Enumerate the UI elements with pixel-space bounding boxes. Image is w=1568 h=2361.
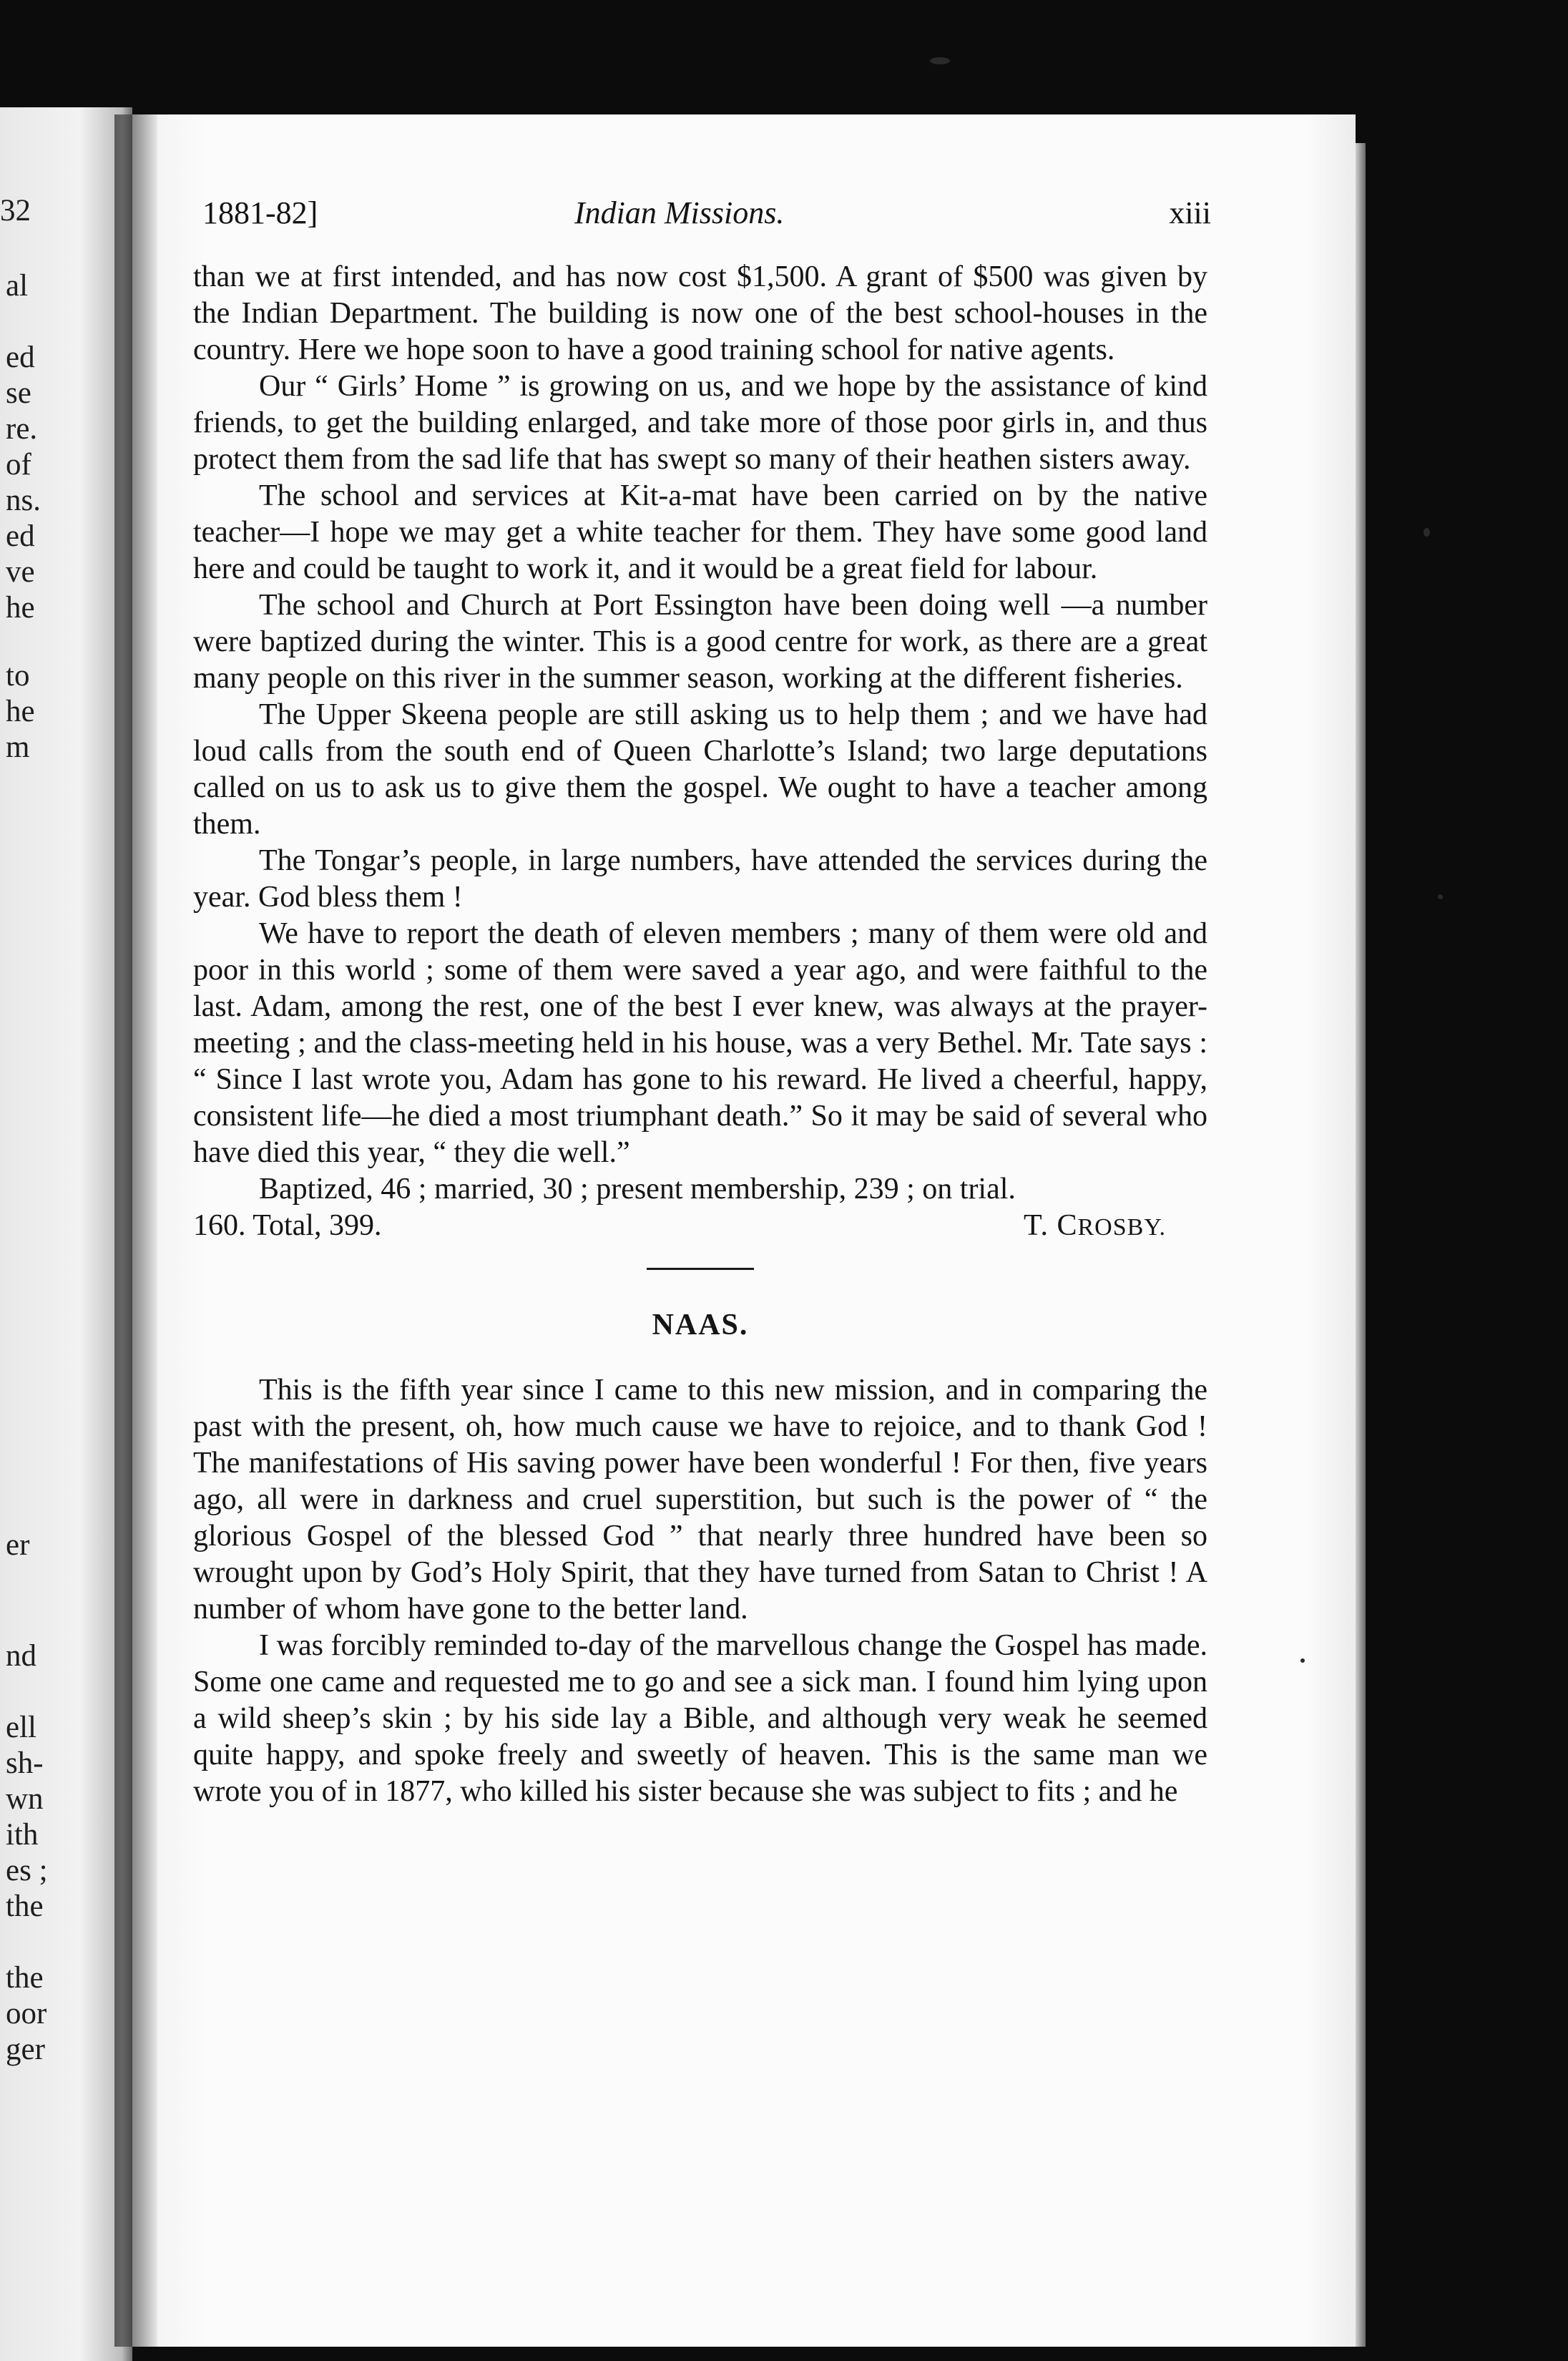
left-fragment: wn xyxy=(6,1782,44,1816)
paragraph: than we at first intended, and has now cost $1,500. A grant of $500 was given by the Indian Department. The building is now one of the best school-houses in the country. Here we hope soon to have a good training school for native agents. xyxy=(193,260,1207,366)
paragraph: We have to report the death of eleven members ; many of them were old and poor in this world ; some of them were saved a year ago, and were faithful to the last. Adam, among the rest, one of the best I ever knew, was always at the prayer-meeting ; and the class-meeting held in his house, was a very Bethel. Mr. Tate says : “ Since I last wrote you, Adam has gone to his reward. He lived a cheerful, happy, consistent life—he died a most triumphant death.” So it may be said of several who have died this year, “ they die well.” xyxy=(193,917,1207,1169)
running-head-title: Indian Missions. xyxy=(574,195,785,230)
left-fragment: er xyxy=(6,1528,30,1562)
paragraph: This is the fifth year since I came to this new mission, and in comparing the past with the present, oh, how much cause we have to rejoice, and to thank God ! The manifestations of His saving power have been wonderful ! For then, five years ago, all were in darkness and cruel superstition, but such is the power of “ the glorious Gospel of the blessed God ” that nearly three hundred have been so wrought upon by God’s Holy Spirit, that they have turned from Satan to Christ ! A number of whom have gone to the better land. xyxy=(193,1374,1207,1626)
left-fragment: sh- xyxy=(6,1746,44,1780)
left-page xyxy=(0,107,132,2361)
left-fragment: se xyxy=(6,376,31,410)
dust-speck xyxy=(930,57,950,64)
left-fragment: he xyxy=(6,695,35,728)
left-fragment: ns. xyxy=(6,484,41,517)
gutter-shadow xyxy=(114,114,157,2347)
left-fragment: he xyxy=(6,591,35,625)
paragraph: The Tongar’s people, in large numbers, have attended the services during the year. God bless them ! xyxy=(193,844,1207,914)
section-body xyxy=(193,1372,1207,1810)
section-heading: NAAS. xyxy=(652,1309,749,1341)
page-edge xyxy=(1356,143,1366,2347)
signature-initial: T. C xyxy=(1023,1209,1078,1242)
statistics-line: Baptized, 46 ; married, 30 ; present membership, 239 ; on trial. xyxy=(259,1173,1016,1206)
left-fragment: m xyxy=(6,730,30,764)
running-head xyxy=(202,195,1211,238)
left-fragment: ell xyxy=(6,1711,36,1744)
left-fragment: ed xyxy=(6,341,35,374)
paragraph: The school and services at Kit-a-mat have been carried on by the native teacher—I hope we may get a white teacher for them. They have some good land here and could be taught to work it, and it would be a great field for labour. xyxy=(193,479,1207,585)
page-number: xiii xyxy=(1169,195,1211,230)
statistics-total-row xyxy=(193,1208,1207,1246)
left-fragment: the xyxy=(6,1890,44,1923)
left-fragment: ve xyxy=(6,555,35,589)
left-fragment: es ; xyxy=(6,1854,48,1887)
dust-speck xyxy=(1424,528,1430,537)
left-fragment: ith xyxy=(6,1818,39,1852)
paragraph: The Upper Skeena people are still asking us to help them ; and we have had loud calls from the south end of Queen Charlotte’s Island; two large deputations called on us to ask us to give them the gospel. We ought to have a teacher among them. xyxy=(193,698,1207,841)
left-fragment: ger xyxy=(6,2033,45,2066)
page-body xyxy=(193,259,1207,1810)
statistics-total: 160. Total, 399. xyxy=(193,1209,382,1242)
left-fragment: al xyxy=(6,269,29,303)
paragraph: Our “ Girls’ Home ” is growing on us, and we hope by the assistance of kind friends, to get the building enlarged, and take more of those poor girls in, and thus protect them from the sad life that has swept so many of their heathen sisters away. xyxy=(193,370,1207,476)
left-fragment: of xyxy=(6,448,31,482)
dust-speck xyxy=(1438,894,1443,899)
left-fragment: 32 xyxy=(0,194,31,228)
running-head-year: 1881-82] xyxy=(202,195,318,230)
left-fragment: ed xyxy=(6,519,35,553)
paragraph: I was forcibly reminded to-day of the marvellous change the Gospel has made. Some one came and requested me to go and see a sick man. I found him lying upon a wild sheep’s skin ; by his side lay a Bible, and although very weak he seemed quite happy, and spoke freely and sweetly of heaven. This is the same man we wrote you of in 1877, who killed his sister because she was subject to fits ; and he xyxy=(193,1629,1207,1808)
left-fragment: to xyxy=(6,659,30,693)
left-fragment: re. xyxy=(6,412,38,446)
signature-surname: ROSBY. xyxy=(1077,1214,1166,1241)
signature xyxy=(1024,1208,1166,1246)
paragraph: The school and Church at Port Essington have been doing well —a number were baptized during the winter. This is a good centre for work, as there are a great many people on this river in the summer season, working at the different fisheries. xyxy=(193,589,1207,695)
section-divider xyxy=(647,1268,754,1270)
left-fragment: the xyxy=(6,1961,44,1995)
left-fragment: oor xyxy=(6,1997,47,2030)
dust-speck xyxy=(1300,1658,1305,1663)
left-fragment: nd xyxy=(6,1639,36,1673)
